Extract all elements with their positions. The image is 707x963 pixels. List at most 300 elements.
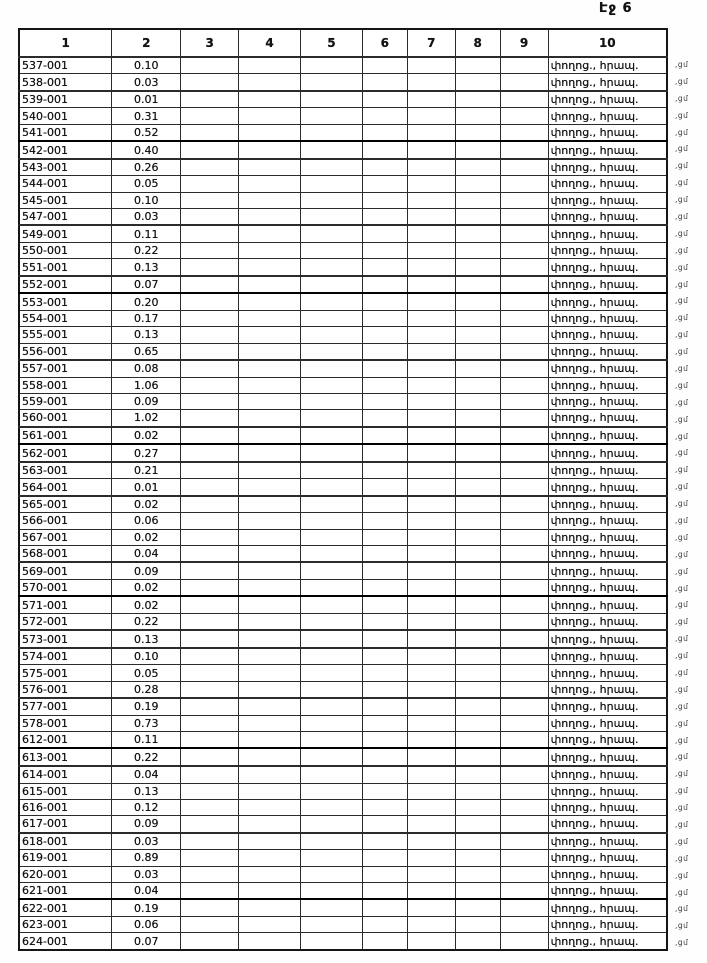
cell-id: 622-001 (19, 899, 112, 916)
cell-empty-col3 (181, 141, 239, 159)
cell-note: փողոց., հրապ. (548, 225, 667, 242)
cell-note: փողոց., հրապ. (548, 124, 667, 141)
cell-empty-col8 (455, 732, 500, 749)
cell-empty-col3 (181, 327, 239, 343)
cell-empty-col9 (500, 310, 548, 326)
cell-empty-col3 (181, 698, 239, 715)
margin-note: ,ցմ (675, 820, 689, 830)
cell-empty-col7 (407, 343, 455, 360)
cell-value: 0.06 (112, 513, 181, 529)
cell-empty-col8 (455, 613, 500, 630)
cell-value: 0.20 (112, 293, 181, 310)
cell-empty-col8 (455, 427, 500, 445)
cell-value: 0.02 (112, 427, 181, 445)
cell-empty-col5 (301, 242, 363, 258)
cell-empty-col5 (301, 916, 363, 932)
margin-note: ,ցմ (675, 76, 689, 86)
cell-id: 537-001 (19, 57, 112, 74)
cell-empty-col9 (500, 427, 548, 445)
cell-empty-col9 (500, 783, 548, 799)
cell-empty-col7 (407, 259, 455, 276)
margin-note: ,ցմ (675, 279, 689, 289)
cell-empty-col5 (301, 496, 363, 513)
cell-empty-col8 (455, 899, 500, 916)
margin-note: ,ցմ (675, 211, 689, 221)
cell-empty-col6 (362, 74, 407, 91)
cell-value: 0.26 (112, 159, 181, 176)
margin-note: ,ցմ (675, 549, 689, 559)
cell-empty-col6 (362, 242, 407, 258)
cell-empty-col5 (301, 715, 363, 731)
cell-empty-col5 (301, 766, 363, 783)
margin-note: ,ցմ (675, 668, 689, 677)
cell-empty-col7 (407, 799, 455, 815)
table-row (19, 613, 667, 630)
cell-value: 0.09 (112, 816, 181, 833)
cell-empty-col9 (500, 393, 548, 409)
cell-empty-col5 (301, 57, 363, 74)
cell-empty-col7 (407, 74, 455, 91)
cell-empty-col6 (362, 124, 407, 141)
cell-empty-col8 (455, 783, 500, 799)
table-row (19, 209, 667, 226)
cell-empty-col6 (362, 882, 407, 899)
cell-empty-col4 (239, 596, 301, 613)
cell-empty-col9 (500, 648, 548, 665)
cell-empty-col6 (362, 799, 407, 815)
margin-note: ,ցմ (675, 127, 689, 137)
margin-note: ,ցմ (675, 583, 689, 593)
table-row (19, 665, 667, 681)
cell-empty-col6 (362, 513, 407, 529)
cell-id: 543-001 (19, 159, 112, 176)
table-row (19, 596, 667, 613)
cell-empty-col3 (181, 916, 239, 932)
cell-empty-col3 (181, 529, 239, 545)
cell-id: 563-001 (19, 462, 112, 479)
cell-value: 0.02 (112, 529, 181, 545)
cell-note: փողոց., հրապ. (548, 310, 667, 326)
cell-value: 0.13 (112, 327, 181, 343)
cell-empty-col3 (181, 159, 239, 176)
cell-empty-col8 (455, 192, 500, 208)
cell-empty-col9 (500, 209, 548, 226)
cell-empty-col8 (455, 310, 500, 326)
cell-empty-col6 (362, 899, 407, 916)
cell-id: 547-001 (19, 209, 112, 226)
cell-note: փողոց., հրապ. (548, 748, 667, 766)
cell-empty-col8 (455, 276, 500, 294)
header-cell-3: 3 (181, 29, 239, 57)
cell-id: 574-001 (19, 648, 112, 665)
cell-empty-col6 (362, 850, 407, 866)
cell-value: 0.40 (112, 141, 181, 159)
cell-empty-col4 (239, 899, 301, 916)
cell-empty-col7 (407, 732, 455, 749)
cell-id: 539-001 (19, 91, 112, 108)
cell-empty-col9 (500, 259, 548, 276)
cell-empty-col7 (407, 783, 455, 799)
cell-empty-col8 (455, 462, 500, 479)
margin-note: ,ցմ (675, 515, 689, 525)
cell-empty-col9 (500, 529, 548, 545)
margin-note: ,ցմ (675, 803, 689, 813)
cell-value: 0.28 (112, 681, 181, 698)
margin-note: ,ցմ (675, 836, 689, 846)
cell-value: 0.10 (112, 57, 181, 74)
cell-empty-col9 (500, 327, 548, 343)
cell-value: 0.89 (112, 850, 181, 866)
cell-empty-col5 (301, 732, 363, 749)
header-cell-6: 6 (362, 29, 407, 57)
cell-empty-col7 (407, 141, 455, 159)
cell-empty-col6 (362, 496, 407, 513)
cell-empty-col9 (500, 192, 548, 208)
margin-note: ,ցմ (675, 752, 689, 762)
cell-empty-col5 (301, 141, 363, 159)
cell-value: 0.02 (112, 596, 181, 613)
cell-id: 569-001 (19, 562, 112, 579)
cell-empty-col4 (239, 882, 301, 899)
cell-empty-col8 (455, 444, 500, 462)
cell-empty-col6 (362, 479, 407, 496)
cell-empty-col8 (455, 545, 500, 562)
cell-id: 618-001 (19, 833, 112, 850)
cell-empty-col9 (500, 513, 548, 529)
cell-empty-col4 (239, 732, 301, 749)
cell-empty-col9 (500, 479, 548, 496)
cell-empty-col6 (362, 209, 407, 226)
margin-note: ,ցմ (675, 195, 689, 205)
table-row (19, 393, 667, 409)
cell-empty-col7 (407, 545, 455, 562)
cell-value: 0.01 (112, 91, 181, 108)
cell-empty-col5 (301, 648, 363, 665)
cell-empty-col5 (301, 882, 363, 899)
cell-note: փողոց., հրապ. (548, 159, 667, 176)
cell-empty-col6 (362, 393, 407, 409)
cell-empty-col4 (239, 377, 301, 393)
cell-id: 555-001 (19, 327, 112, 343)
cell-value: 1.02 (112, 410, 181, 427)
cell-id: 554-001 (19, 310, 112, 326)
table-row (19, 225, 667, 242)
cell-id: 562-001 (19, 444, 112, 462)
cell-id: 549-001 (19, 225, 112, 242)
cell-note: փողոց., հրապ. (548, 850, 667, 866)
table-row (19, 833, 667, 850)
margin-note: ,ցմ (675, 735, 689, 745)
cell-empty-col4 (239, 410, 301, 427)
cell-value: 0.04 (112, 882, 181, 899)
cell-note: փողոց., հրապ. (548, 715, 667, 731)
cell-empty-col5 (301, 513, 363, 529)
cell-empty-col4 (239, 159, 301, 176)
table-row (19, 866, 667, 882)
cell-empty-col3 (181, 377, 239, 393)
cell-empty-col9 (500, 698, 548, 715)
cell-empty-col6 (362, 545, 407, 562)
margin-note: ,ցմ (675, 313, 689, 323)
cell-empty-col4 (239, 545, 301, 562)
cell-id: 544-001 (19, 176, 112, 192)
cell-empty-col5 (301, 529, 363, 545)
margin-note: ,ցմ (675, 178, 689, 188)
table-row (19, 496, 667, 513)
cell-empty-col4 (239, 108, 301, 124)
cell-empty-col4 (239, 579, 301, 596)
cell-empty-col7 (407, 327, 455, 343)
cell-note: փողոց., հրապ. (548, 732, 667, 749)
margin-note: ,ցմ (675, 161, 689, 171)
cell-empty-col7 (407, 124, 455, 141)
cell-empty-col8 (455, 57, 500, 74)
cell-empty-col9 (500, 816, 548, 833)
table-row (19, 579, 667, 596)
cell-value: 0.08 (112, 360, 181, 377)
cell-empty-col6 (362, 613, 407, 630)
cell-note: փողոց., հրապ. (548, 108, 667, 124)
margin-note: ,ցմ (675, 566, 689, 576)
cell-value: 0.09 (112, 562, 181, 579)
cell-empty-col7 (407, 462, 455, 479)
cell-empty-col5 (301, 427, 363, 445)
cell-empty-col4 (239, 529, 301, 545)
cell-id: 553-001 (19, 293, 112, 310)
cell-empty-col6 (362, 816, 407, 833)
cell-value: 0.03 (112, 866, 181, 882)
cell-note: փողոց., հրապ. (548, 596, 667, 613)
cell-empty-col7 (407, 766, 455, 783)
cell-empty-col8 (455, 124, 500, 141)
margin-note: ,ցմ (675, 431, 689, 441)
cell-empty-col7 (407, 293, 455, 310)
cell-note: փողոց., հրապ. (548, 293, 667, 310)
cell-value: 0.12 (112, 799, 181, 815)
margin-note: ,ցմ (675, 144, 689, 154)
margin-note: ,ցմ (675, 769, 689, 779)
cell-empty-col3 (181, 360, 239, 377)
margin-note: ,ցմ (675, 887, 689, 897)
cell-empty-col3 (181, 74, 239, 91)
cell-empty-col6 (362, 916, 407, 932)
cell-empty-col3 (181, 276, 239, 294)
cell-id: 572-001 (19, 613, 112, 630)
cell-note: փողոց., հրապ. (548, 462, 667, 479)
cell-empty-col8 (455, 496, 500, 513)
cell-id: 624-001 (19, 933, 112, 950)
margin-note: ,ցմ (675, 380, 689, 390)
margin-note: ,ցմ (675, 870, 689, 880)
cell-empty-col6 (362, 665, 407, 681)
cell-empty-col9 (500, 715, 548, 731)
cell-empty-col5 (301, 276, 363, 294)
cell-note: փողոց., հրապ. (548, 393, 667, 409)
cell-empty-col8 (455, 562, 500, 579)
table-row (19, 91, 667, 108)
cell-note: փողոց., հրապ. (548, 816, 667, 833)
margin-note: ,ցմ (675, 482, 689, 492)
cell-empty-col6 (362, 833, 407, 850)
cell-empty-col9 (500, 545, 548, 562)
cell-empty-col7 (407, 360, 455, 377)
cell-note: փողոց., հրապ. (548, 209, 667, 226)
margin-note: ,ցմ (675, 465, 689, 475)
cell-empty-col9 (500, 916, 548, 932)
cell-id: 566-001 (19, 513, 112, 529)
cell-empty-col6 (362, 343, 407, 360)
cell-empty-col4 (239, 343, 301, 360)
cell-note: փողոց., հրապ. (548, 192, 667, 208)
table-row (19, 141, 667, 159)
table-row (19, 933, 667, 950)
margin-note: ,ցմ (675, 93, 689, 103)
cell-empty-col5 (301, 698, 363, 715)
cell-empty-col6 (362, 732, 407, 749)
cell-empty-col4 (239, 613, 301, 630)
cell-value: 0.01 (112, 479, 181, 496)
cell-empty-col5 (301, 293, 363, 310)
cell-empty-col8 (455, 866, 500, 882)
cell-empty-col7 (407, 899, 455, 916)
margin-note: ,ցմ (675, 110, 689, 120)
cell-empty-col6 (362, 57, 407, 74)
cell-empty-col7 (407, 444, 455, 462)
cell-empty-col7 (407, 529, 455, 545)
table-row (19, 816, 667, 833)
cell-empty-col5 (301, 613, 363, 630)
cell-empty-col4 (239, 648, 301, 665)
cell-empty-col3 (181, 613, 239, 630)
cell-empty-col7 (407, 176, 455, 192)
cell-empty-col6 (362, 462, 407, 479)
cell-empty-col4 (239, 816, 301, 833)
cell-id: 541-001 (19, 124, 112, 141)
cell-note: փողոց., հրապ. (548, 562, 667, 579)
cell-empty-col7 (407, 698, 455, 715)
cell-empty-col4 (239, 462, 301, 479)
cell-empty-col7 (407, 377, 455, 393)
cell-id: 558-001 (19, 377, 112, 393)
margin-note: ,ցմ (675, 448, 689, 458)
cell-empty-col8 (455, 596, 500, 613)
margin-note: ,ցմ (675, 330, 689, 340)
cell-empty-col6 (362, 866, 407, 882)
cell-note: փողոց., հրապ. (548, 882, 667, 899)
cell-empty-col3 (181, 648, 239, 665)
cell-empty-col3 (181, 816, 239, 833)
cell-empty-col4 (239, 833, 301, 850)
cell-empty-col9 (500, 833, 548, 850)
cell-note: փողոց., հրապ. (548, 496, 667, 513)
cell-note: փողոց., հրապ. (548, 242, 667, 258)
cell-empty-col5 (301, 933, 363, 950)
cell-id: 623-001 (19, 916, 112, 932)
cell-empty-col5 (301, 393, 363, 409)
cell-empty-col9 (500, 899, 548, 916)
cell-empty-col7 (407, 159, 455, 176)
margin-note: ,ցմ (675, 532, 689, 542)
table-row (19, 377, 667, 393)
cell-empty-col8 (455, 479, 500, 496)
margin-note: ,ցմ (675, 414, 689, 424)
cell-empty-col5 (301, 192, 363, 208)
table-row (19, 715, 667, 731)
cell-note: փողոց., հրապ. (548, 427, 667, 445)
cell-id: 573-001 (19, 630, 112, 648)
cell-id: 556-001 (19, 343, 112, 360)
cell-value: 0.19 (112, 899, 181, 916)
cell-empty-col4 (239, 225, 301, 242)
cell-empty-col8 (455, 882, 500, 899)
cell-empty-col5 (301, 159, 363, 176)
cell-empty-col3 (181, 410, 239, 427)
header-cell-5: 5 (301, 29, 363, 57)
cell-empty-col3 (181, 783, 239, 799)
cell-empty-col3 (181, 479, 239, 496)
table-row (19, 850, 667, 866)
cell-empty-col3 (181, 108, 239, 124)
cell-empty-col3 (181, 665, 239, 681)
cell-empty-col9 (500, 882, 548, 899)
cell-value: 1.06 (112, 377, 181, 393)
cell-id: 559-001 (19, 393, 112, 409)
cell-empty-col4 (239, 91, 301, 108)
cell-value: 0.13 (112, 259, 181, 276)
cell-empty-col6 (362, 259, 407, 276)
cell-note: փողոց., հրապ. (548, 479, 667, 496)
cell-value: 0.04 (112, 545, 181, 562)
cell-empty-col9 (500, 444, 548, 462)
cell-note: փողոց., հրապ. (548, 343, 667, 360)
cell-empty-col9 (500, 343, 548, 360)
cell-note: փողոց., հրապ. (548, 681, 667, 698)
cell-note: փողոց., հրապ. (548, 91, 667, 108)
cell-empty-col7 (407, 209, 455, 226)
cell-empty-col8 (455, 665, 500, 681)
cell-empty-col8 (455, 242, 500, 258)
cell-note: փողոց., հրապ. (548, 630, 667, 648)
cell-empty-col8 (455, 715, 500, 731)
cell-empty-col9 (500, 799, 548, 815)
cell-empty-col6 (362, 596, 407, 613)
cell-empty-col6 (362, 410, 407, 427)
cell-empty-col9 (500, 562, 548, 579)
cell-empty-col3 (181, 866, 239, 882)
cell-value: 0.31 (112, 108, 181, 124)
cell-id: 615-001 (19, 783, 112, 799)
cell-id: 619-001 (19, 850, 112, 866)
cell-empty-col5 (301, 748, 363, 766)
cell-empty-col7 (407, 479, 455, 496)
cell-value: 0.04 (112, 766, 181, 783)
cell-note: փողոց., հրապ. (548, 57, 667, 74)
cell-empty-col6 (362, 327, 407, 343)
cell-empty-col7 (407, 816, 455, 833)
cell-id: 612-001 (19, 732, 112, 749)
table-row (19, 529, 667, 545)
cell-id: 542-001 (19, 141, 112, 159)
cell-empty-col8 (455, 209, 500, 226)
cell-id: 550-001 (19, 242, 112, 258)
cell-id: 570-001 (19, 579, 112, 596)
cell-empty-col8 (455, 343, 500, 360)
cell-empty-col8 (455, 360, 500, 377)
cell-empty-col8 (455, 410, 500, 427)
cell-empty-col4 (239, 360, 301, 377)
cell-empty-col7 (407, 242, 455, 258)
cell-empty-col7 (407, 882, 455, 899)
